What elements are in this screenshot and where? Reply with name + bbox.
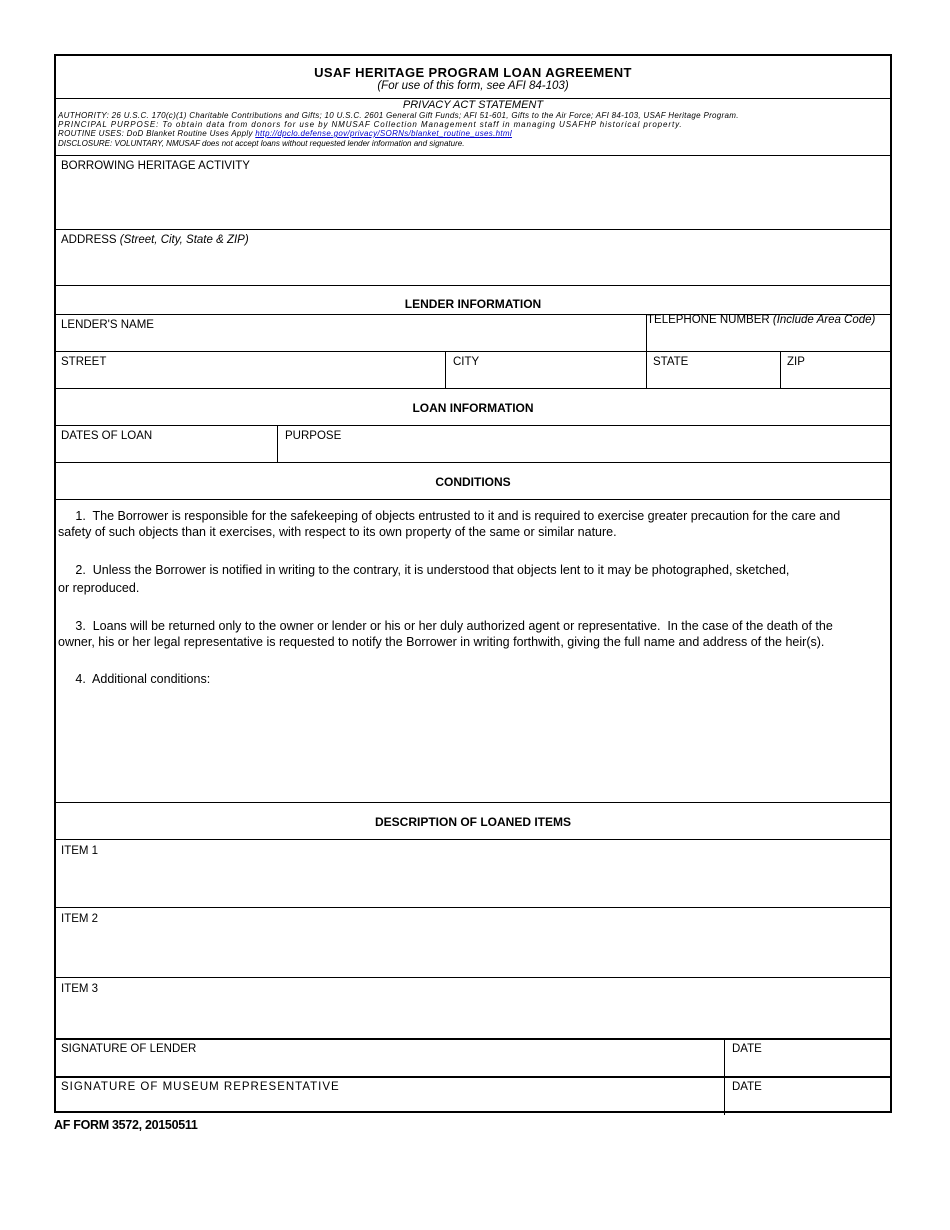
museum-date-label: DATE	[732, 1081, 762, 1093]
condition-1-line-2: safety of such objects than it exercises, with respect to its own property of the same or similar nature.	[58, 525, 617, 539]
condition-2-line-1: 2. Unless the Borrower is notified in writing to the contrary, it is understood that objects lent to it may be photographed, sketched,	[58, 563, 790, 577]
telephone-hint: (Include Area Code)	[772, 314, 876, 326]
routine-uses-text: ROUTINE USES: DoD Blanket Routine Uses Apply	[58, 129, 256, 138]
condition-1	[58, 508, 888, 540]
dates-of-loan-label: DATES OF LOAN	[61, 430, 153, 442]
condition-2	[58, 562, 888, 596]
lender-date-label: DATE	[732, 1043, 762, 1055]
form-subtitle: (For use of this form, see AFI 84-103)	[377, 80, 569, 92]
condition-3	[58, 618, 888, 650]
lenders-name-label: LENDER'S NAME	[61, 319, 154, 331]
privacy-authority: AUTHORITY: 26 U.S.C. 170(c)(1) Charitable Contributions and Gifts; 10 U.S.C. 2601 General Gift Funds; AFI 51-601, Gifts to the Air Force; AFI 84-103, USAF Heritage Program.	[58, 111, 739, 120]
purpose-label: PURPOSE	[285, 430, 342, 442]
condition-2-line-2: or reproduced.	[58, 581, 140, 595]
privacy-routine-uses	[58, 129, 512, 138]
city-label: CITY	[453, 356, 480, 368]
street-label: STREET	[61, 356, 107, 368]
borrowing-activity-label: BORROWING HERITAGE ACTIVITY	[61, 160, 250, 172]
privacy-purpose: PRINCIPAL PURPOSE: To obtain data from donors for use by NMUSAF Collection Management staff in managing USAFHP historical property.	[58, 120, 683, 129]
item-3-label: ITEM 3	[61, 983, 99, 995]
form-number: AF FORM 3572, 20150511	[54, 1118, 198, 1132]
signature-of-lender-label: SIGNATURE OF LENDER	[61, 1043, 197, 1055]
address-hint: (Street, City, State & ZIP)	[119, 234, 249, 246]
loaned-items-heading: DESCRIPTION OF LOANED ITEMS	[374, 815, 571, 829]
address-label	[61, 234, 249, 246]
item-2-label: ITEM 2	[61, 913, 99, 925]
loan-info-heading: LOAN INFORMATION	[412, 401, 534, 415]
condition-3-line-1: 3. Loans will be returned only to the owner or lender or his or her duly authorized agent or representative. In the case of the death of the	[58, 619, 833, 633]
form-title: USAF HERITAGE PROGRAM LOAN AGREEMENT	[314, 65, 632, 80]
routine-uses-link[interactable]: http://dpclo.defense.gov/privacy/SORNs/blanket_routine_uses.html	[255, 129, 512, 138]
condition-3-line-2: owner, his or her legal representative is requested to notify the Borrower in writing forthwith, giving the full name and address of the heir(s).	[58, 635, 825, 649]
telephone-label-text: TELEPHONE NUMBER	[647, 314, 773, 326]
zip-label: ZIP	[787, 356, 805, 368]
lender-info-heading: LENDER INFORMATION	[404, 297, 542, 311]
condition-1-line-1: 1. The Borrower is responsible for the safekeeping of objects entrusted to it and is required to exercise greater precaution for the care and	[58, 509, 841, 523]
loan-agreement-form	[54, 54, 892, 1113]
conditions-heading: CONDITIONS	[435, 475, 511, 489]
condition-4: 4. Additional conditions:	[58, 672, 211, 686]
telephone-label	[647, 314, 875, 326]
item-1-label: ITEM 1	[61, 845, 99, 857]
state-label: STATE	[653, 356, 689, 368]
privacy-disclosure: DISCLOSURE: VOLUNTARY, NMUSAF does not accept loans without requested lender information and signature.	[58, 139, 465, 148]
signature-of-museum-rep-label: SIGNATURE OF MUSEUM REPRESENTATIVE	[61, 1081, 340, 1093]
address-label-text: ADDRESS	[61, 234, 120, 246]
privacy-heading: PRIVACY ACT STATEMENT	[402, 99, 544, 111]
